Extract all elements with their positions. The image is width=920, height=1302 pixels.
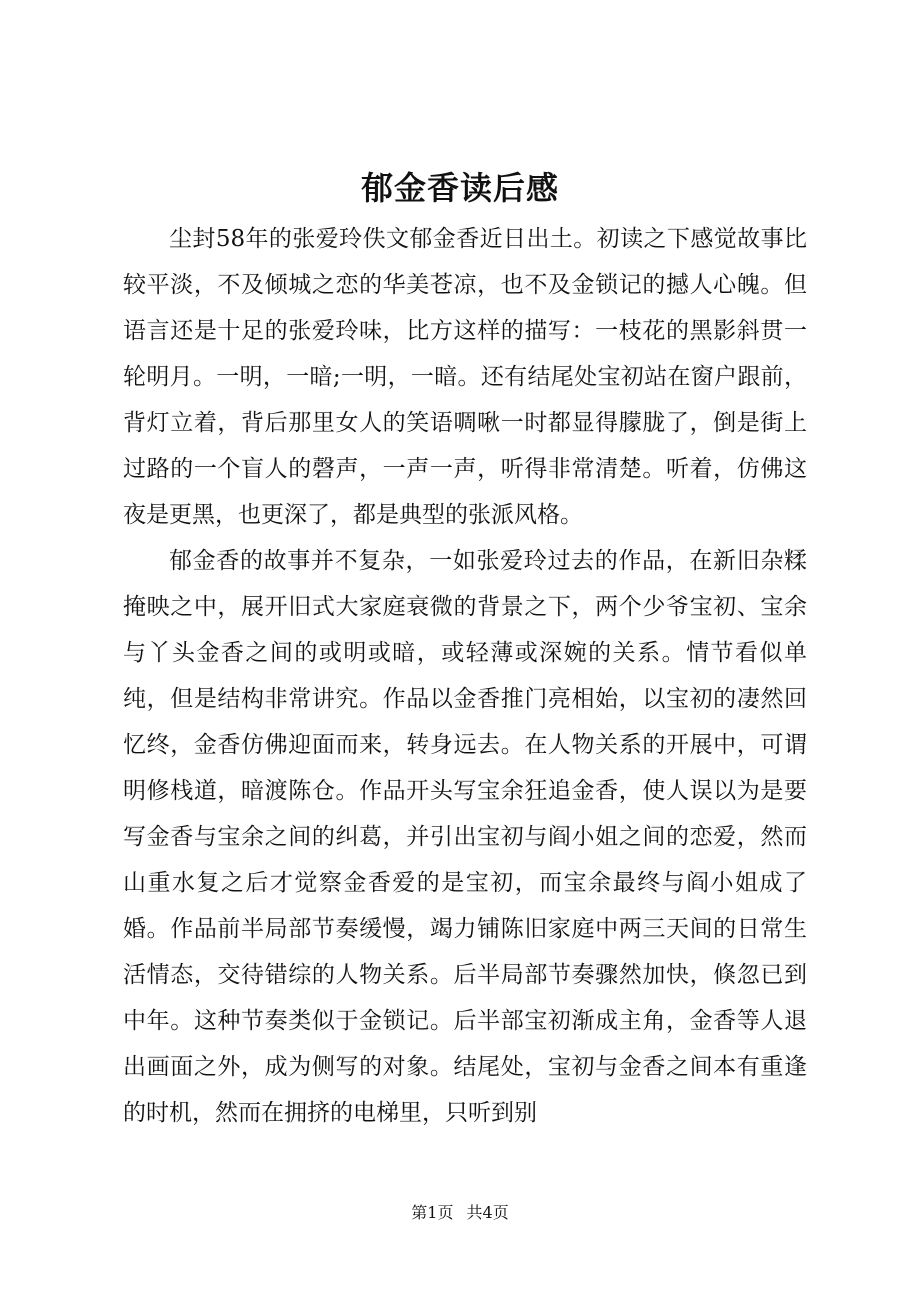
page-footer [0, 1198, 920, 1228]
paragraph-2: 郁金香的故事并不复杂，一如张爱玲过去的作品，在新旧杂糅掩映之中，展开旧式大家庭衰微的背景之下，两个少爷宝初、宝余与丫头金香之间的或明或暗，或轻薄或深婉的关系。情节看似单纯，但是结构非常讲究。作品以金香推门亮相始，以宝初的凄然回忆终，金香仿佛迎面而来，转身远去。在人物关系的开展中，可谓明修栈道，暗渡陈仓。作品开头写宝余狂追金香，使人误以为是要写金香与宝余之间的纠葛，并引出宝初与阎小姐之间的恋爱，然而山重水复之后才觉察金香爱的是宝初，而宝余最终与阎小姐成了婚。作品前半局部节奏缓慢，竭力铺陈旧家庭中两三天间的日常生活情态，交待错综的人物关系。后半局部节奏骤然加快，倏忽已到中年。这种节奏类似于金锁记。后半部宝初渐成主角，金香等人退出画面之外，成为侧写的对象。结尾处，宝初与金香之间本有重逢的时机，然而在拥挤的电梯里，只听到别 [123, 548, 807, 1126]
paragraph-1: 尘封58年的张爱玲佚文郁金香近日出土。初读之下感觉故事比较平淡，不及倾城之恋的华美苍凉，也不及金锁记的撼人心魄。但语言还是十足的张爱玲味，比方这样的描写：一枝花的黑影斜贯一轮明月。一明，一暗;一明，一暗。还有结尾处宝初站在窗户跟前，背灯立着，背后那里女人的笑语啁啾一时都显得朦胧了，倒是街上过路的一个盲人的磬声，一声一声，听得非常清楚。听着，仿佛这夜是更黑，也更深了，都是典型的张派风格。 [123, 226, 807, 528]
document-title: 郁金香读后感 [360, 169, 559, 207]
page-number: 第1页 [411, 1203, 454, 1222]
page-total: 共4页 [466, 1203, 509, 1222]
document-body [123, 216, 807, 1136]
